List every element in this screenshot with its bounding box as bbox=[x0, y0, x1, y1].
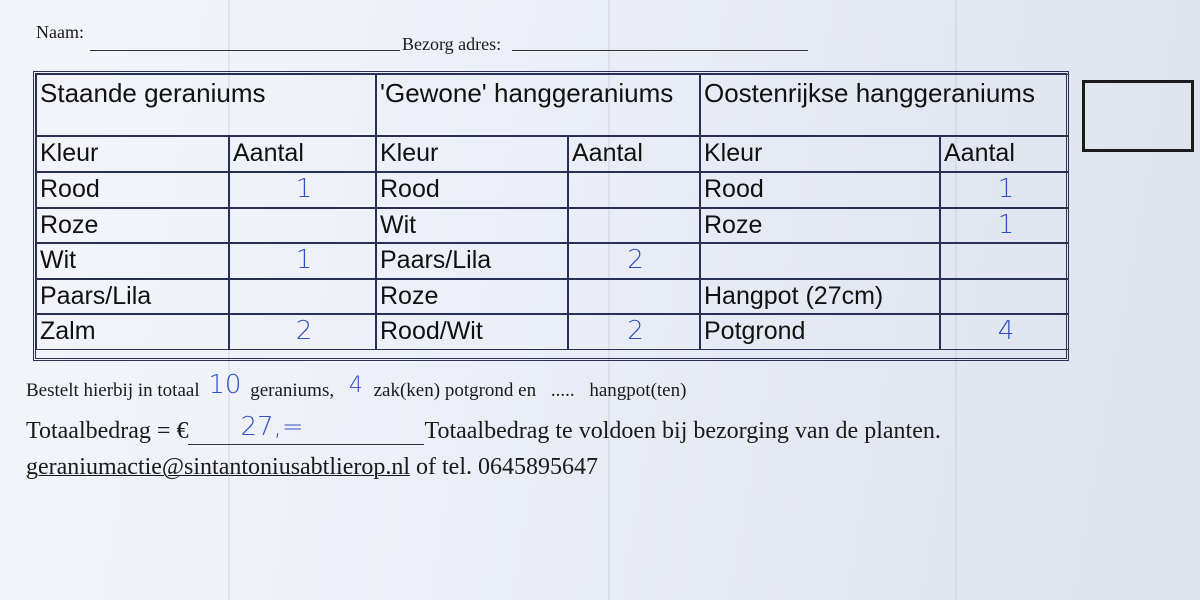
table-row-aantal[interactable] bbox=[568, 279, 700, 315]
address-line[interactable] bbox=[512, 30, 808, 51]
table-row-aantal[interactable]: 2 bbox=[568, 243, 700, 279]
table-row-aantal[interactable] bbox=[940, 279, 1069, 315]
table-row-kleur: Wit bbox=[376, 208, 568, 244]
address-label: Bezorg adres: bbox=[402, 34, 502, 54]
section-title: Oostenrijkse hanggeraniums bbox=[700, 74, 1069, 136]
table-row-kleur: Rood bbox=[36, 172, 229, 208]
total-amount-value: 27,= bbox=[240, 412, 304, 442]
table-row-aantal[interactable] bbox=[568, 208, 700, 244]
table-row-aantal[interactable]: 1 bbox=[940, 208, 1069, 244]
contact-email-link[interactable]: geraniumactie@sintantoniusabtlierop.nl bbox=[26, 454, 410, 480]
table-row-kleur: Roze bbox=[376, 279, 568, 315]
table-row-aantal[interactable]: 4 bbox=[940, 314, 1069, 350]
column-header-kleur: Kleur bbox=[376, 136, 568, 172]
column-header-aantal: Aantal bbox=[940, 136, 1069, 172]
section-title: Staande geraniums bbox=[36, 74, 376, 136]
potgrond-count-value[interactable]: 4 bbox=[348, 373, 363, 398]
table-row-aantal[interactable] bbox=[229, 279, 376, 315]
table-row-kleur: Potgrond bbox=[700, 314, 940, 350]
table-row-aantal[interactable] bbox=[568, 172, 700, 208]
table-row-aantal[interactable]: 1 bbox=[229, 172, 376, 208]
table-row-kleur: Rood/Wit bbox=[376, 314, 568, 350]
table-row-kleur: Wit bbox=[36, 243, 229, 279]
table-row-aantal[interactable]: 2 bbox=[568, 314, 700, 350]
order-prefix: Bestelt hierbij in totaal bbox=[26, 380, 200, 401]
table-row-kleur: Hangpot (27cm) bbox=[700, 279, 940, 315]
name-line[interactable] bbox=[90, 30, 400, 51]
payment-note: Totaalbedrag te voldoen bij bezorging van de planten. bbox=[424, 418, 941, 444]
table-row-aantal[interactable] bbox=[940, 243, 1069, 279]
table-row-kleur: Paars/Lila bbox=[376, 243, 568, 279]
table-row-kleur: Paars/Lila bbox=[36, 279, 229, 315]
total-amount-field[interactable] bbox=[188, 412, 424, 445]
payment-line bbox=[26, 412, 941, 445]
geraniums-label: geraniums, bbox=[250, 380, 335, 401]
table-row-aantal[interactable]: 2 bbox=[229, 314, 376, 350]
order-line bbox=[26, 370, 687, 403]
table-row-kleur bbox=[700, 243, 940, 279]
stamp-box bbox=[1082, 80, 1194, 152]
total-geraniums-value[interactable]: 10 bbox=[208, 370, 242, 400]
contact-phone: of tel. 0645895647 bbox=[416, 454, 598, 480]
potgrond-label: zak(ken) potgrond en bbox=[373, 380, 537, 401]
column-header-kleur: Kleur bbox=[36, 136, 229, 172]
table-row-kleur: Roze bbox=[36, 208, 229, 244]
column-header-aantal: Aantal bbox=[229, 136, 376, 172]
table-row-kleur: Rood bbox=[376, 172, 568, 208]
section-title: 'Gewone' hanggeraniums bbox=[376, 74, 700, 136]
name-label: Naam: bbox=[36, 22, 84, 42]
hangpot-label: hangpot(ten) bbox=[589, 380, 687, 401]
table-row-aantal[interactable]: 1 bbox=[940, 172, 1069, 208]
column-header-aantal: Aantal bbox=[568, 136, 700, 172]
table-row-aantal[interactable] bbox=[229, 208, 376, 244]
order-table bbox=[33, 71, 1069, 361]
hangpot-dots[interactable]: ..... bbox=[550, 380, 575, 401]
total-amount-label: Totaalbedrag = € bbox=[26, 418, 189, 444]
contact-line bbox=[26, 454, 598, 481]
table-row-kleur: Zalm bbox=[36, 314, 229, 350]
table-row-kleur: Rood bbox=[700, 172, 940, 208]
column-header-kleur: Kleur bbox=[700, 136, 940, 172]
table-row-kleur: Roze bbox=[700, 208, 940, 244]
table-row-aantal[interactable]: 1 bbox=[229, 243, 376, 279]
